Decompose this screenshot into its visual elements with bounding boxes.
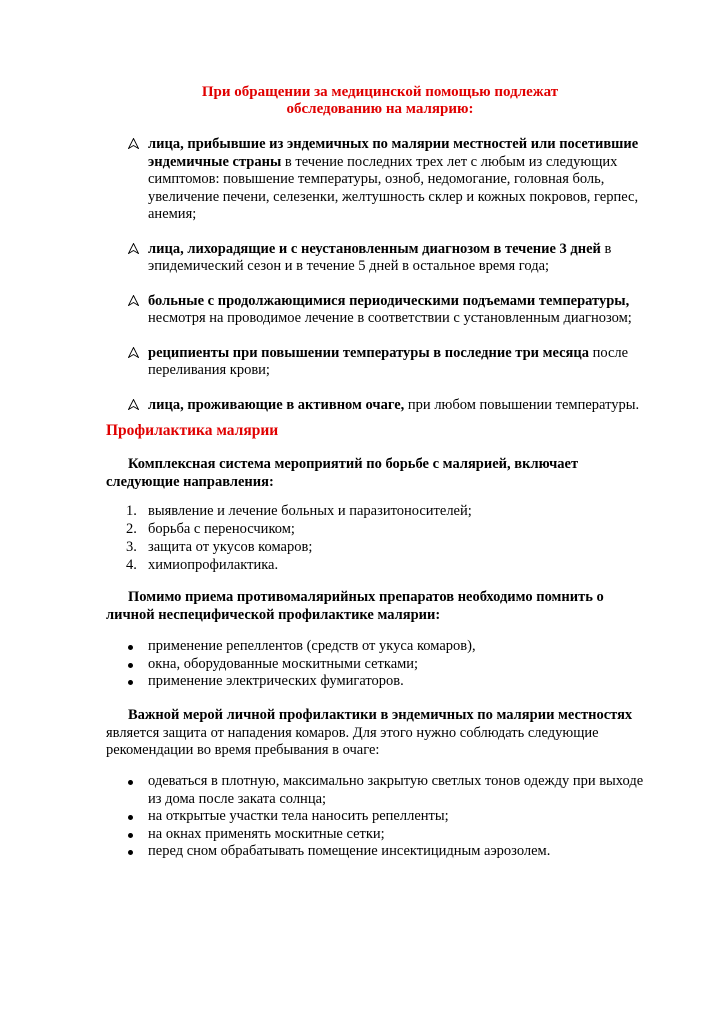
risk-group-item	[128, 397, 648, 415]
personal-prophylaxis-intro-text: Помимо приема противомалярийных препаратов необходимо помнить о личной неспецифической профилактике малярии:	[106, 589, 604, 623]
list-item-text: на окнах применять москитные сетки;	[148, 825, 385, 842]
section-heading-prophylaxis: Профилактика малярии	[106, 422, 279, 439]
triangle-bullet-icon	[128, 138, 139, 149]
list-item	[126, 539, 626, 557]
risk-group-text: в течение последних трех лет с любым из следующих симптомов: повышение температуры, озноб, недомогание, головная боль, увеличение печени, селезенки, желтушность склер и кожных покровов, герпес, анемия;	[148, 153, 639, 222]
prophylaxis-intro-text: Комплексная система мероприятий по борьбе с малярией, включает следующие направления:	[106, 456, 579, 490]
bullet-dot-icon	[126, 808, 148, 826]
risk-group-text: при любом повышении температуры.	[404, 396, 640, 413]
prophylaxis-steps-list	[126, 503, 626, 575]
bullet-dot-icon	[126, 826, 148, 844]
list-item	[126, 808, 656, 826]
list-item-text: одеваться в плотную, максимально закрытую светлых тонов одежду при выходе из дома после заката солнца;	[148, 773, 644, 807]
bullet-dot-icon	[126, 773, 148, 808]
list-item-text: применение электрических фумигаторов.	[148, 673, 404, 689]
triangle-bullet-icon	[128, 347, 139, 358]
triangle-bullet-icon	[128, 243, 139, 254]
list-item	[126, 503, 626, 521]
list-item-text: борьба с переносчиком;	[148, 521, 295, 537]
list-number: 2.	[126, 521, 137, 537]
risk-group-text: несмотря на проводимое лечение в соответствии с установленным диагнозом;	[148, 310, 632, 326]
risk-group-text: в эпидемический сезон и в течение 5 дней в остальное время года;	[148, 240, 612, 274]
list-item-text: на открытые участки тела наносить репелленты;	[148, 808, 449, 824]
risk-groups-list	[128, 136, 648, 431]
prophylaxis-intro	[106, 456, 651, 491]
risk-group-bold: больные с продолжающимися периодическими подъемами температуры,	[148, 292, 630, 309]
risk-group-bold: лица, проживающие в активном очаге,	[148, 396, 405, 413]
list-item-text: химиопрофилактика.	[148, 557, 279, 573]
risk-group-item	[128, 345, 648, 380]
risk-group-bold: лица, прибывшие из эндемичных по малярии местностей или посетившие эндемичные страны	[148, 136, 639, 170]
personal-prophylaxis-intro	[106, 589, 651, 624]
title-line-1: При обращении за медицинской помощью подлежат	[201, 84, 559, 100]
list-item-text: защита от укусов комаров;	[148, 539, 313, 555]
personal-prophylaxis-list	[126, 638, 656, 691]
list-item	[126, 826, 656, 844]
triangle-bullet-icon	[128, 399, 139, 410]
risk-group-bold: лица, лихорадящие и с неустановленным диагнозом в течение 3 дней	[148, 240, 601, 257]
list-item	[126, 673, 656, 691]
bullet-dot-icon	[126, 843, 148, 861]
bullet-dot-icon	[126, 638, 148, 656]
risk-group-text: после переливания крови;	[148, 344, 629, 378]
important-measure-text: является защита от нападения комаров. Для этого нужно соблюдать следующие рекомендации во время пребывания в очаге:	[106, 724, 599, 758]
risk-group-item	[128, 293, 648, 328]
risk-group-bold: реципиенты при повышении температуры в последние три месяца	[148, 344, 589, 361]
important-measure-paragraph	[106, 707, 651, 760]
list-number: 3.	[126, 539, 137, 555]
list-item	[126, 773, 656, 808]
title-line-2: обследованию на малярию:	[286, 101, 474, 117]
triangle-bullet-icon	[128, 295, 139, 306]
bullet-dot-icon	[126, 656, 148, 674]
list-item-text: выявление и лечение больных и паразитоносителей;	[148, 503, 472, 519]
risk-group-item	[128, 136, 648, 224]
list-item-text: применение репеллентов (средств от укуса комаров),	[148, 638, 476, 654]
risk-group-item	[128, 241, 648, 276]
list-item	[126, 638, 656, 656]
important-measure-bold: Важной мерой личной профилактики в эндемичных по малярии местностях	[128, 707, 633, 723]
bullet-dot-icon	[126, 673, 148, 691]
list-item-text: перед сном обрабатывать помещение инсектицидным аэрозолем.	[148, 843, 551, 859]
page-title	[0, 84, 724, 118]
list-number: 1.	[126, 503, 137, 519]
list-number: 4.	[126, 557, 137, 573]
list-item	[126, 557, 626, 575]
list-item	[126, 843, 656, 861]
list-item-text: окна, оборудованные москитными сетками;	[148, 655, 419, 672]
list-item	[126, 521, 626, 539]
recommendations-list	[126, 773, 656, 861]
list-item	[126, 656, 656, 674]
